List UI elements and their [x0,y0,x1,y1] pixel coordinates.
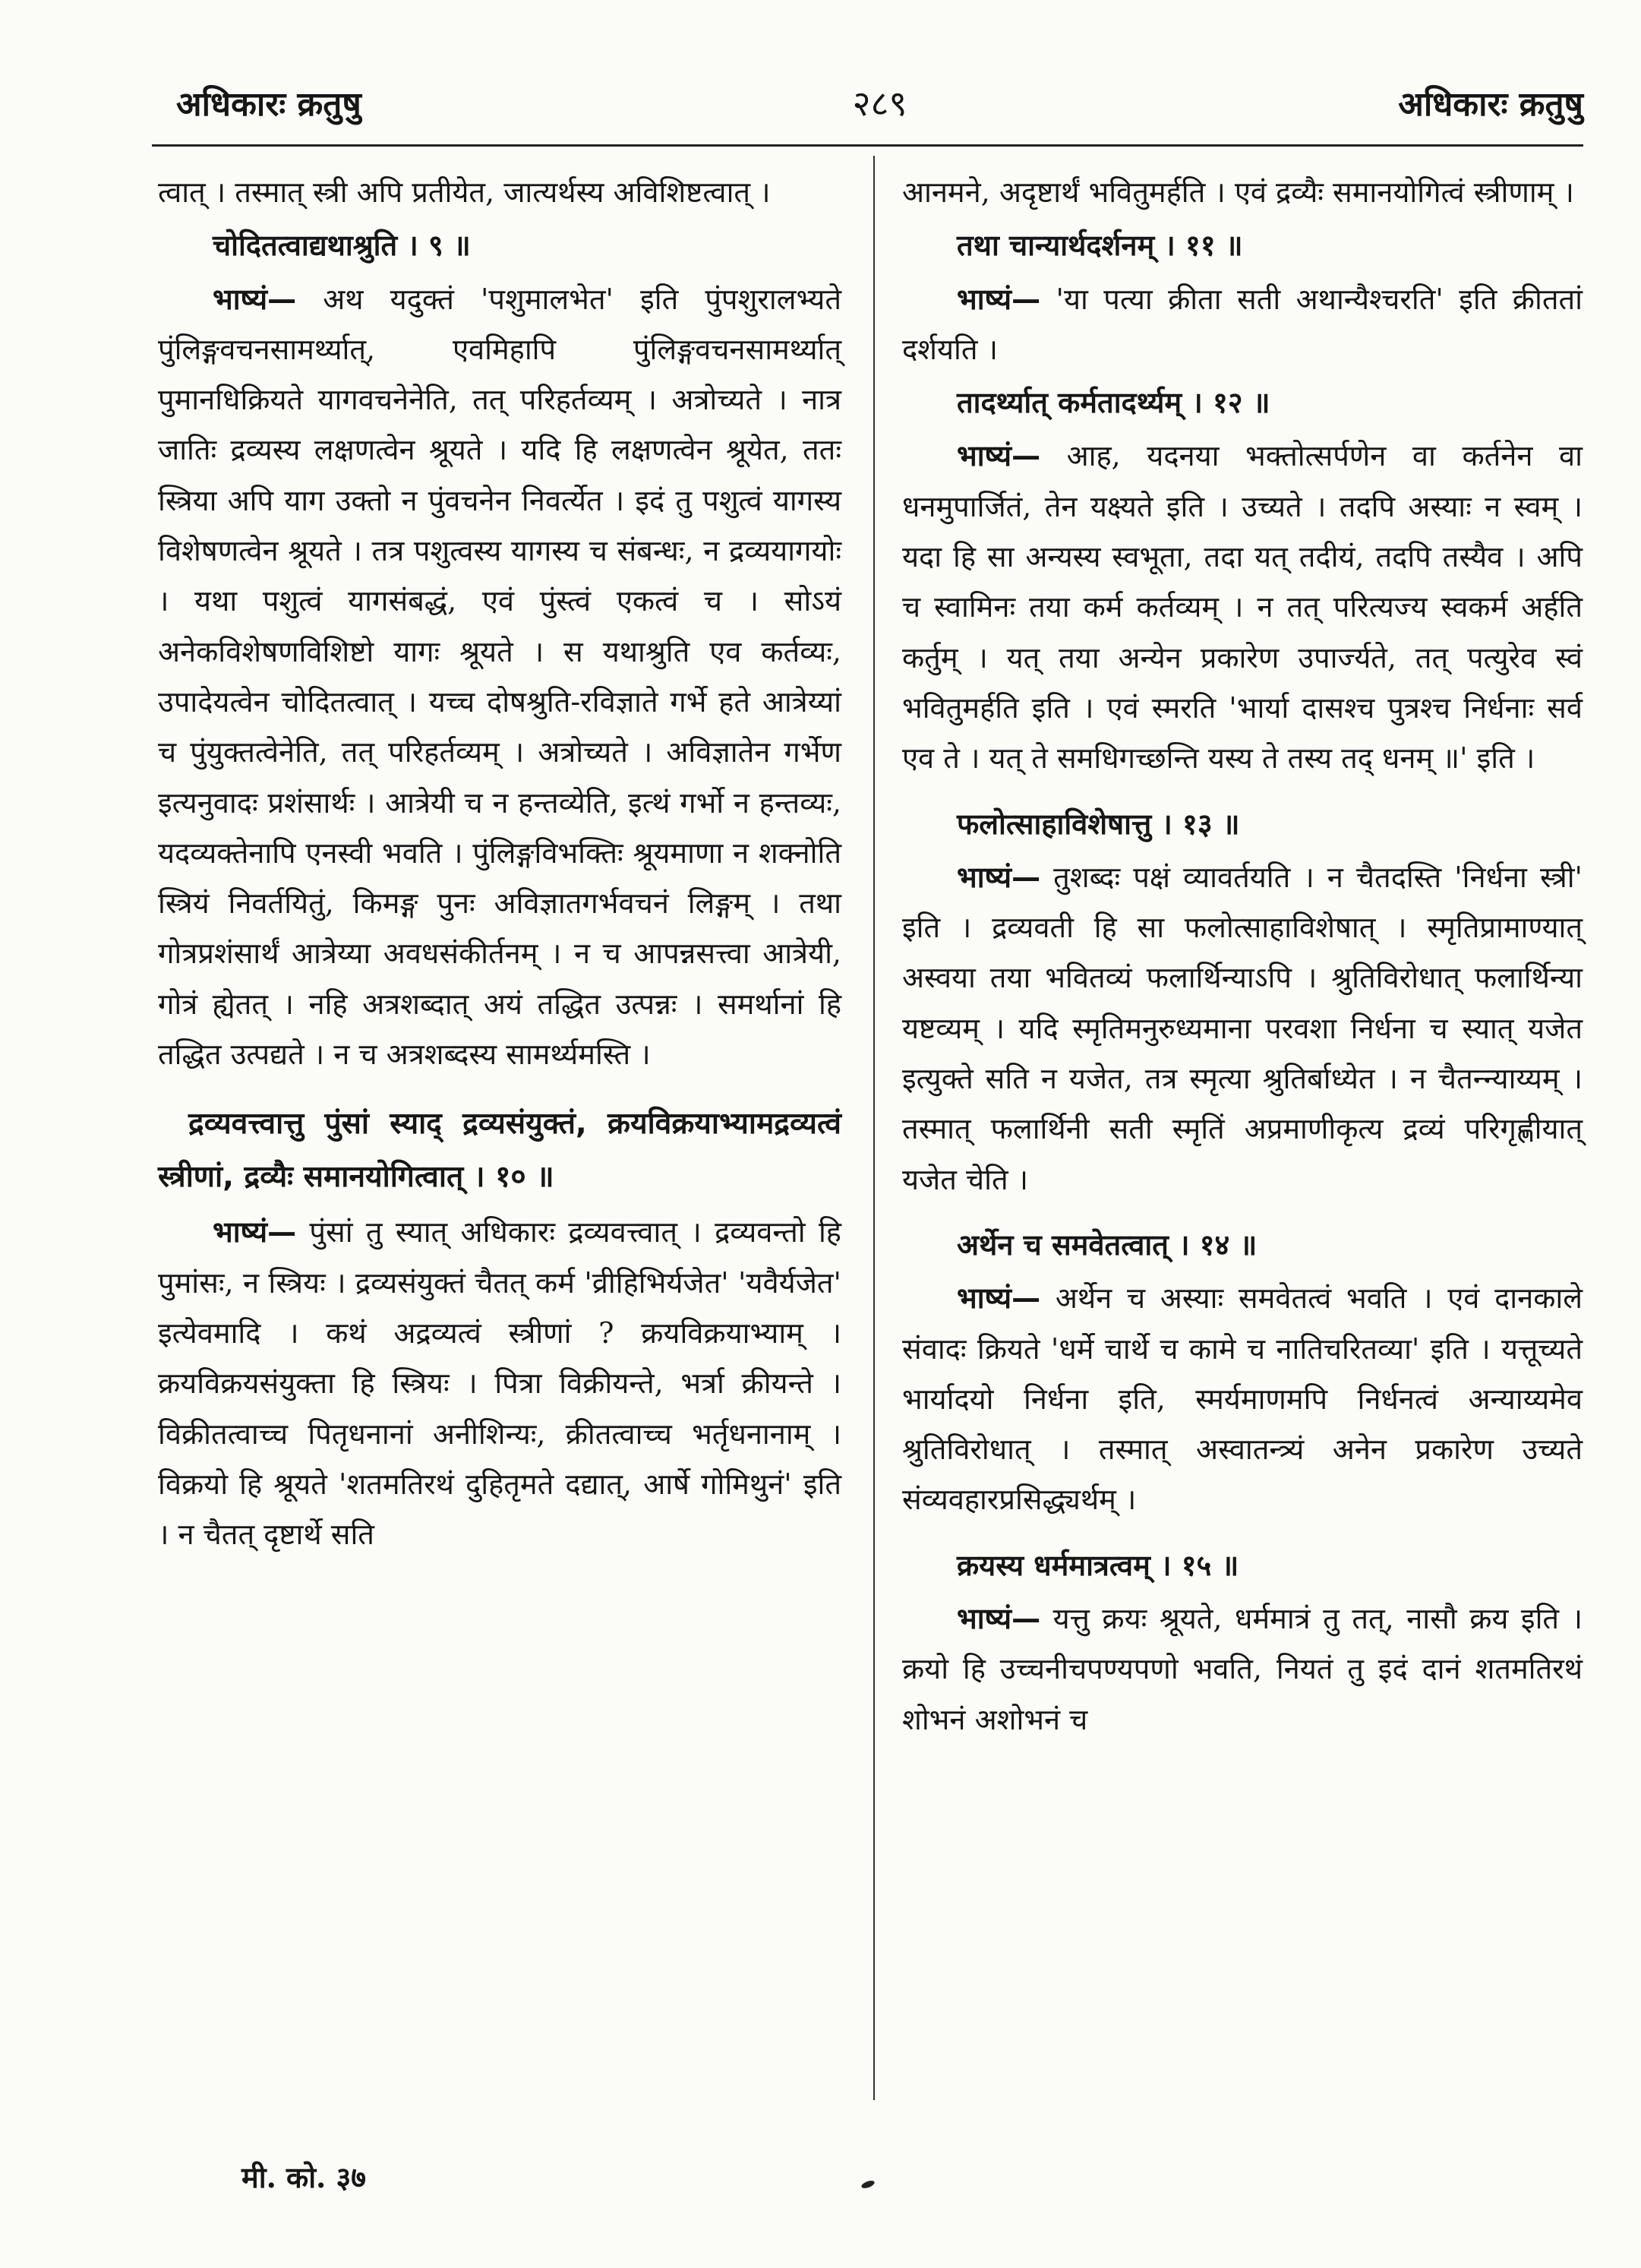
paragraph: त्वात् । तस्मात् स्त्री अपि प्रतीयेत, जात्यर्थस्य अविशिष्टत्वात् । [158,175,771,209]
bhashya-text: तुशब्दः पक्षं व्यावर्तयति । न चैतदस्ति 'निर्धना स्त्री' इति । द्रव्यवती हि सा फलोत्साहाविशेषात् । स्मृतिप्रामाण्यात् अस्वया तया भवितव्यं फलार्थिन्याऽपि । श्रुतिविरोधात् फलार्थिन्या यष्टव्यम् । यदि स्मृतिमनुरुध्यमाना परवशा निर्धना च स्यात् यजेत इत्युक्ते सति न यजेत, तत्र स्मृत्या श्रुतिर्बाध्येत । न चैतन्न्याय्यम् । तस्मात् फलार्थिनी सती स्मृतिं अप्रमाणीकृत्य द्रव्यं परिगृह्णीयात् यजेत चेति । [902,860,1583,1196]
sutra-heading: क्रयस्य धर्ममात्रत्वम् । १५ ॥ [957,1548,1239,1582]
header-left-title: अधिकारः क्रतुषु [176,85,361,124]
bhashya-label: भाष्यं— [213,1215,297,1249]
bhashya-label: भाष्यं— [213,282,297,316]
bhashya-paragraph [902,1594,1583,1745]
right-column [902,167,1583,1745]
bhashya-paragraph [902,1273,1583,1524]
bhashya-text: यत्तु क्रयः श्रूयते, धर्ममात्रं तु तत्, नासौ क्रय इति । क्रयो हि उच्चनीचपण्यपणो भवति, नियतं तु इदं दानं शतमतिरथं शोभनं अशोभनं च [902,1602,1583,1736]
sutra-heading: तथा चान्यार्थदर्शनम् । ११ ॥ [957,229,1243,263]
running-header [176,72,1583,133]
bhashya-text: अथ यदुक्तं 'पशुमालभेत' इति पुंपशुरालभ्यते पुंलिङ्गवचनसामर्थ्यात्, एवमिहापि पुंलिङ्गवचनसामर्थ्यात् पुमानधिक्रियते यागवचनेनेति, तत् परिहर्तव्यम् । अत्रोच्यते । नात्र जातिः द्रव्यस्य लक्षणत्वेन श्रूयते । यदि हि लक्षणत्वेन श्रूयेत, ततः स्त्रिया अपि याग उक्तो न पुंवचनेन निवर्त्येत । इदं तु पशुत्वं यागस्य विशेषणत्वेन श्रूयते । तत्र पशुत्वस्य यागस्य च संबन्धः, न द्रव्ययागयोः । यथा पशुत्वं यागसंबद्धं, एवं पुंस्त्वं एकत्वं च । सोऽयं अनेकविशेषणविशिष्टो यागः श्रूयते । स यथाश्रुति एव कर्तव्यः, उपादेयत्वेन चोदितत्वात् । यच्च दोषश्रुति-रविज्ञाते गर्भे हते आत्रेय्यां च पुंयुक्तत्वेनेति, तत् परिहर्तव्यम् । अत्रोच्यते । अविज्ञातेन गर्भेण इत्यनुवादः प्रशंसार्थः । आत्रेयी च न हन्तव्येति, इत्थं गर्भो न हन्तव्यः, यदव्यक्तेनापि एनस्वी भवति । पुंलिङ्गविभक्तिः श्रूयमाणा न शक्नोति स्त्रियं निवर्तयितुं, किमङ्ग पुनः अविज्ञातगर्भवचनं लिङ्गम् । तथा गोत्रप्रशंसार्थं आत्रेय्या अवधसंकीर्तनम् । न च आपन्नसत्त्वा आत्रेयी, गोत्रं ह्येतत् । नहि अत्रशब्दात् अयं तद्धित उत्पन्नः । समर्थानां हि तद्धित उत्पद्यते । न च अत्रशब्दस्य सामर्थ्यमस्ति । [158,282,841,1072]
ink-smudge [860,2179,876,2190]
paragraph: आनमने, अदृष्टार्थं भवितुमर्हति । एवं द्रव्यैः समानयोगित्वं स्त्रीणाम् । [902,175,1574,209]
header-rule [152,144,1583,147]
bhashya-paragraph [902,852,1583,1205]
bhashya-label: भाष्यं— [957,282,1041,316]
header-right-title: अधिकारः क्रतुषु [1398,85,1583,124]
sutra-heading: अर्थेन च समवेतत्वात् । १४ ॥ [957,1227,1258,1262]
sutra-heading: तादर्थ्यात् कर्मतादर्थ्यम् । १२ ॥ [957,386,1270,420]
signature-mark: मी. को. ३७ [241,2160,367,2194]
sutra-heading: चोदितत्वाद्यथाश्रुति । ९ ॥ [213,229,471,263]
bhashya-paragraph [158,1207,841,1559]
left-column [158,167,841,1559]
page-number: २८९ [852,83,907,124]
bhashya-paragraph [902,274,1583,375]
bhashya-text: पुंसां तु स्यात् अधिकारः द्रव्यवत्त्वात् । द्रव्यवन्तो हि पुमांसः, न स्त्रियः । द्रव्यसंयुक्तं चैतत् कर्म 'व्रीहिभिर्यजेत' 'यवैर्यजेत' इत्येवमादि । कथं अद्रव्यत्वं स्त्रीणां ? क्रयविक्रयाभ्याम् । क्रयविक्रयसंयुक्ता हि स्त्रियः । पित्रा विक्रीयन्ते, भर्त्रा क्रीयन्ते । विक्रीतत्वाच्च पितृधनानां अनीशिन्यः, क्रीतत्वाच्च भर्तृधनानाम् । विक्रयो हि श्रूयते 'शतमतिरथं दुहितृमते दद्यात्, आर्षे गोमिथुनं' इति । न चैतत् दृष्टार्थे सति [158,1215,841,1552]
bhashya-label: भाष्यं— [957,439,1041,473]
bhashya-text: अर्थेन च अस्याः समवेतत्वं भवति । एवं दानकाले संवादः क्रियते 'धर्मे चार्थे च कामे च नातिचरितव्या' इति । यत्तूच्यते भार्यादयो निर्धना इति, स्मर्यमाणमपि निर्धनत्वं अन्याय्यमेव श्रुतिविरोधात् । तस्मात् अस्वातन्त्र्यं अनेन प्रकारेण उच्यते संव्यवहारप्रसिद्ध्यर्थम् । [902,1281,1583,1517]
bhashya-text: आह, यदनया भक्तोत्सर्पणेन वा कर्तनेन वा धनमुपार्जितं, तेन यक्ष्यते इति । उच्यते । तदपि अस्याः न स्वम् । यदा हि सा अन्यस्य स्वभूता, तदा यत् तदीयं, तदपि तस्यैव । अपि च स्वामिनः तया कर्म कर्तव्यम् । न तत् परित्यज्य स्वकर्म अर्हति कर्तुम् । यत् तया अन्येन प्रकारेण उपार्ज्यते, तत् पत्युरेव स्वं भवितुमर्हति इति । एवं स्मरति 'भार्या दासश्च पुत्रश्च निर्धनाः सर्व एव ते । यत् ते समधिगच्छन्ति यस्य ते तस्य तद् धनम् ॥' इति । [902,439,1583,775]
sutra-heading: फलोत्साहाविशेषात्तु । १३ ॥ [957,807,1240,841]
bhashya-label: भाष्यं— [957,1602,1041,1636]
sutra-heading: द्रव्यवत्त्वात्तु पुंसां स्याद् द्रव्यसंयुक्तं, क्रयविक्रयाभ्यामद्रव्यत्वं स्त्रीणां, द्रव्यैः समानयोगित्वात् । १० ॥ [158,1107,841,1195]
column-divider [873,156,875,2100]
bhashya-paragraph [902,431,1583,783]
bhashya-paragraph [158,274,841,1080]
bhashya-text: 'या पत्या क्रीता सती अथान्यैश्चरति' इति क्रीततां दर्शयति । [902,282,1583,366]
bhashya-label: भाष्यं— [957,860,1041,894]
bhashya-label: भाष्यं— [957,1281,1041,1316]
